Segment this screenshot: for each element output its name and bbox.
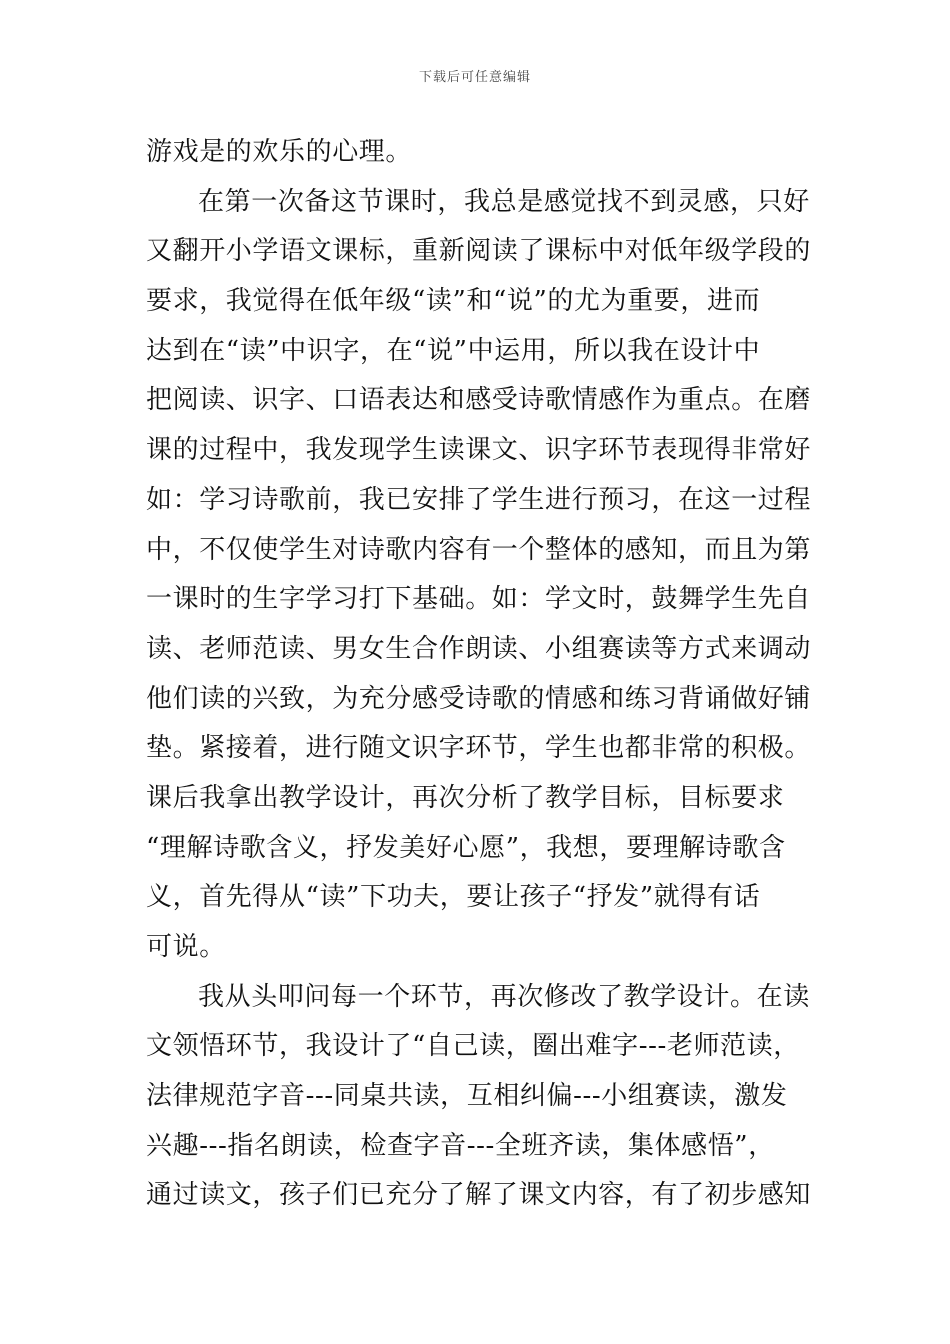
text-line: 兴趣---指名朗读，检查字音---全班齐读，集体感悟”， (146, 1130, 775, 1161)
text-line: 课后我拿出教学设计，再次分析了教学目标，目标要求 (146, 782, 785, 813)
text-line: 义，首先得从“读”下功夫，要让孩子“抒发”就得有话 (146, 882, 761, 913)
text-line: 又翻开小学语文课标，重新阅读了课标中对低年级学段的 (146, 236, 812, 267)
text-line: 中，不仅使学生对诗歌内容有一个整体的感知，而且为第 (146, 534, 812, 565)
text-line: 一课时的生字学习打下基础。如：学文时，鼓舞学生先自 (146, 584, 812, 615)
text-line: 在第一次备这节课时，我总是感觉找不到灵感，只好 (198, 186, 810, 217)
text-line: 通过读文，孩子们已充分了解了课文内容，有了初步感知 (146, 1180, 812, 1211)
text-line: 他们读的兴致，为充分感受诗歌的情感和练习背诵做好铺 (146, 683, 812, 714)
text-line: 读、老师范读、男女生合作朗读、小组赛读等方式来调动 (146, 633, 812, 664)
text-line: 游戏是的欢乐的心理。 (146, 137, 413, 167)
page-header: 下载后可任意编辑 (418, 70, 531, 85)
text-line: “理解诗歌含义，抒发美好心愿”，我想，要理解诗歌含 (146, 832, 786, 863)
text-line: 可说。 (146, 932, 226, 962)
text-line: 法律规范字音---同桌共读，互相纠偏---小组赛读，激发 (146, 1081, 788, 1112)
body-text (146, 128, 816, 1221)
text-line: 垫。紧接着，进行随文识字环节，学生也都非常的积极。 (146, 733, 812, 764)
text-line: 如：学习诗歌前，我已安排了学生进行预习，在这一过程 (146, 484, 812, 515)
text-line: 要求，我觉得在低年级“读”和“说”的尤为重要，进而 (146, 286, 761, 317)
text-line: 课的过程中，我发现学生读课文、识字环节表现得非常好 (146, 435, 812, 466)
text-line: 达到在“读”中识字，在“说”中运用，所以我在设计中 (146, 335, 761, 366)
text-line: 我从头叩问每一个环节，再次修改了教学设计。在读 (198, 981, 810, 1012)
text-line: 把阅读、识字、口语表达和感受诗歌情感作为重点。在磨 (146, 385, 812, 416)
text-line: 文领悟环节，我设计了“自己读，圈出难字---老师范读， (146, 1031, 800, 1062)
